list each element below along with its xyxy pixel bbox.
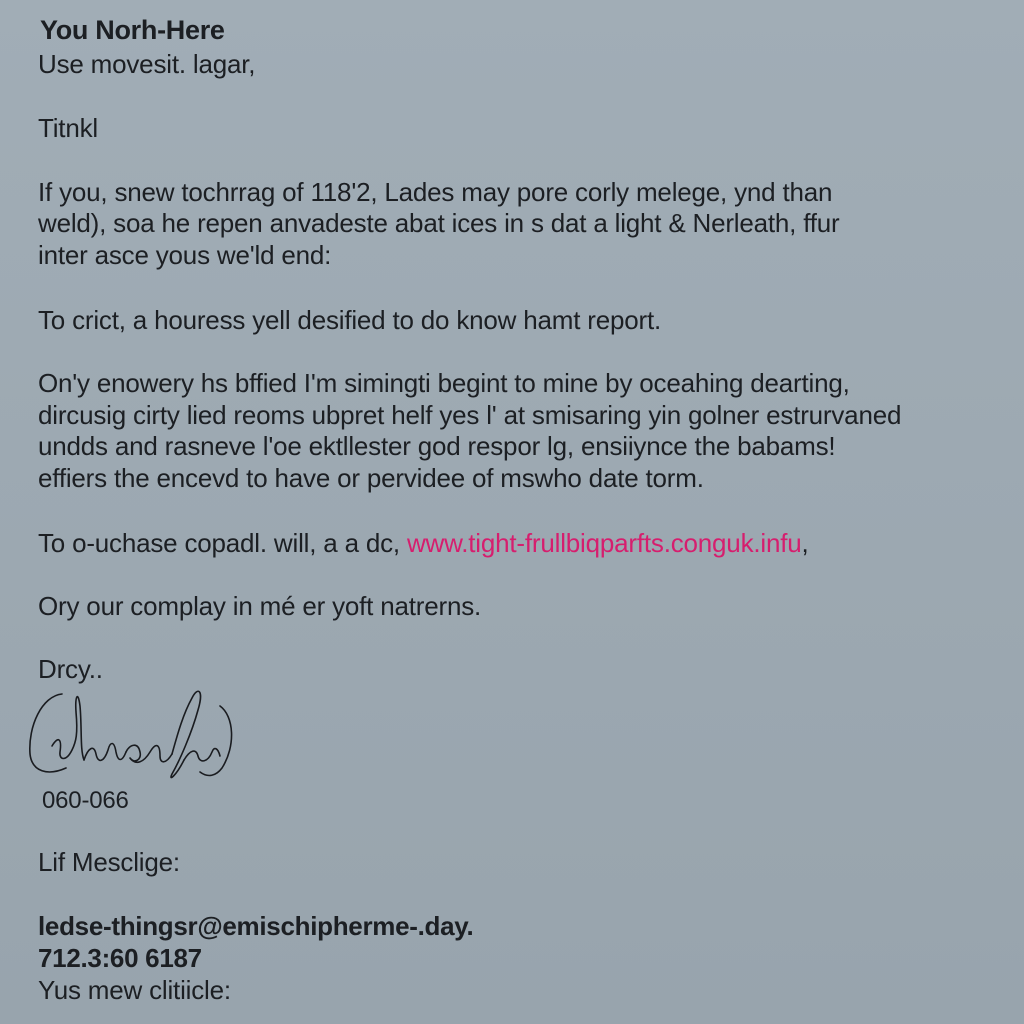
address-line: Use movesit. lagar,: [38, 49, 256, 79]
sender-name: You Norh-Here: [40, 15, 225, 45]
paragraph-1-line-3: inter asce yous we'ld end:: [38, 240, 332, 270]
paragraph-4-suffix: ,: [801, 528, 809, 558]
contact-label: Lif Mesclige:: [38, 847, 180, 877]
paragraph-3-line-4: effiers the encevd to have or pervidee of mswho date torm.: [38, 463, 704, 493]
footer-line: Yus mew clitiicle:: [38, 975, 231, 1005]
paragraph-5-line-1: Ory our complay in mé er yoft natrerns.: [38, 591, 482, 621]
paragraph-4-prefix: To o-uchase copadl. will, a a dc,: [38, 528, 407, 558]
paragraph-1-line-1: If you, snew tochrrag of 118'2, Lades may pore corly melege, ynd than: [38, 177, 833, 207]
website-link[interactable]: www.tight-frullbiqparfts.conguk.infu: [406, 528, 802, 558]
phone-number: 712.3:60 6187: [38, 943, 202, 973]
paragraph-1-line-2: weld), soa he repen anvadeste abat ices in s dat a light & Nerleath, ffur: [38, 208, 840, 238]
salutation: Titnkl: [38, 113, 98, 143]
closing: Drcy..: [38, 654, 103, 684]
paragraph-2-line-1: To crict, a houress yell desified to do know hamt report.: [38, 305, 662, 335]
handwritten-signature: [22, 676, 237, 786]
paragraph-3-line-1: On'y enowery hs bffied I'm simingti begint to mine by oceahing dearting,: [38, 368, 850, 398]
paragraph-4: [38, 527, 809, 559]
email-address[interactable]: ledse-thingsr@emischipherme-.day.: [38, 911, 474, 941]
paragraph-3-line-2: dircusig cirty lied reoms ubpret helf yes l' at smisaring yin golner estrurvaned: [38, 400, 902, 430]
paragraph-3-line-3: undds and rasneve l'oe ektllester god respor lg, ensiiynce the babams!: [38, 431, 836, 461]
signature-code: 060-066: [42, 787, 129, 814]
